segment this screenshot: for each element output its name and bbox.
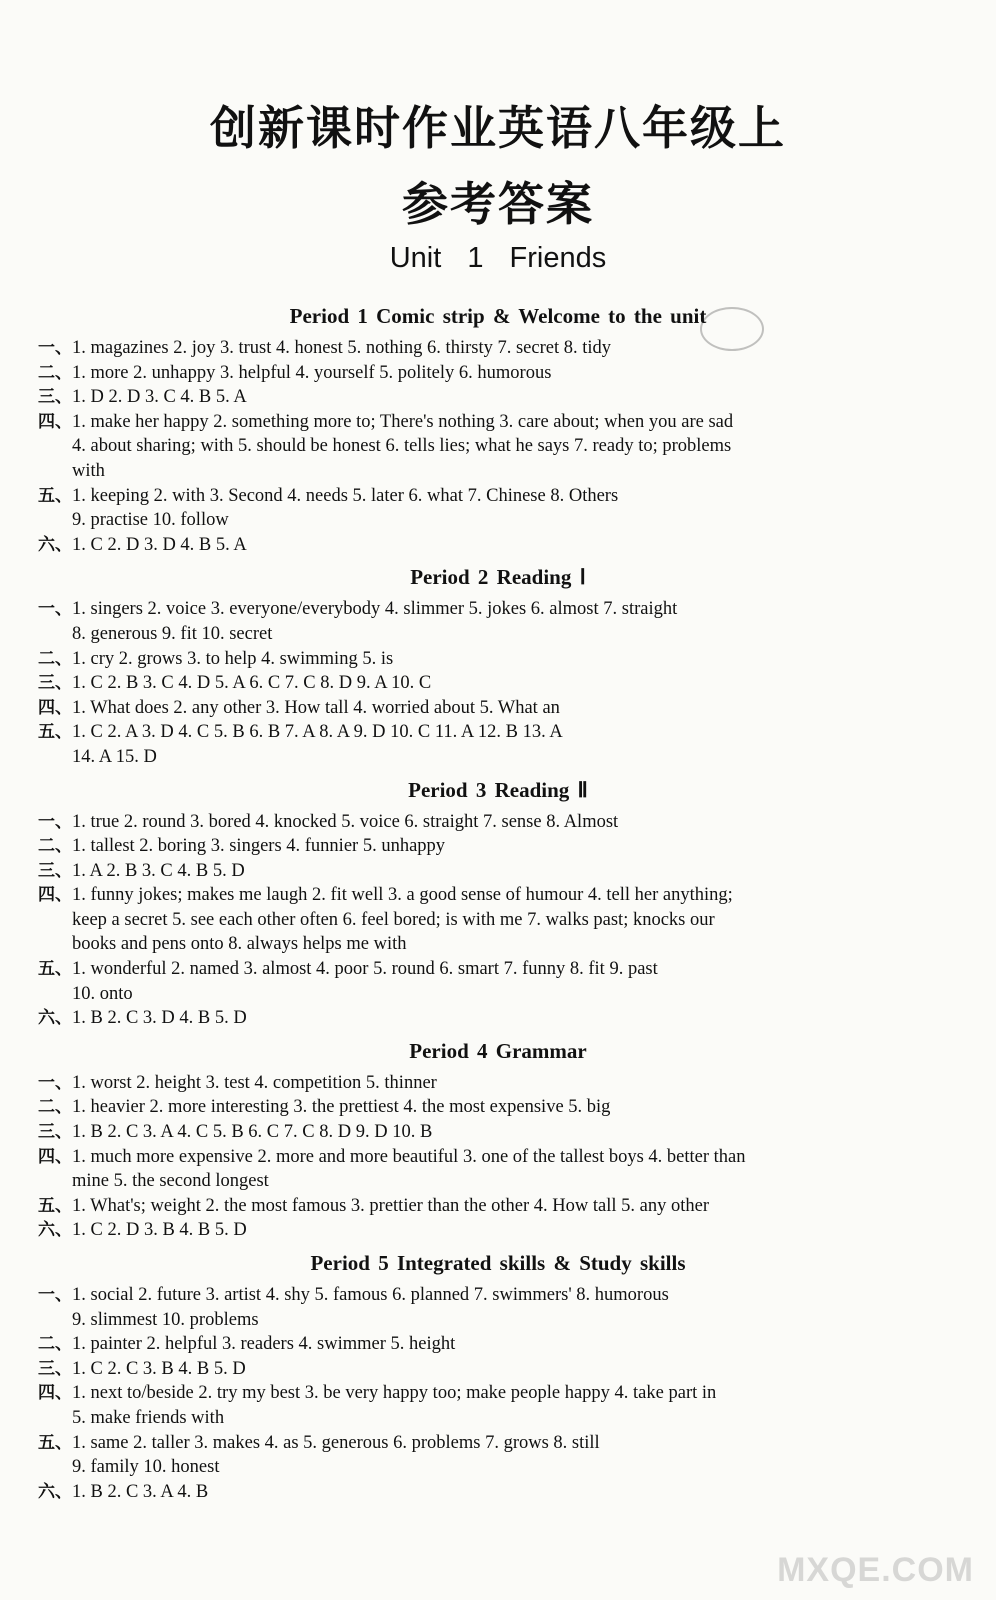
- answer-line: [38, 1145, 958, 1170]
- answer-text: 14. A 15. D: [72, 746, 157, 767]
- answer-line: [38, 1431, 958, 1456]
- section-marker: 五、: [38, 1432, 72, 1453]
- answer-text: 1. singers 2. voice 3. everyone/everybody 4. slimmer 5. jokes 6. almost 7. straight: [72, 599, 678, 620]
- answer-text: 1. painter 2. helpful 3. readers 4. swimmer 5. height: [72, 1334, 456, 1355]
- section-marker: 一、: [38, 338, 72, 358]
- section-marker: 一、: [38, 811, 72, 832]
- answer-text: 1. much more expensive 2. more and more beautiful 3. one of the tallest boys 4. better than: [72, 1146, 746, 1167]
- unit-title: Unit 1 Friends: [389, 242, 607, 274]
- answer-line: [38, 1095, 958, 1120]
- section-marker: 二、: [38, 362, 72, 383]
- answer-text: 1. C 2. D 3. B 4. B 5. D: [72, 1220, 247, 1241]
- answer-line: [38, 859, 958, 884]
- answer-text: 1. same 2. taller 3. makes 4. as 5. generous 6. problems 7. grows 8. still: [72, 1432, 600, 1453]
- answer-text: 4. about sharing; with 5. should be honest 6. tells lies; what he says 7. ready to; problems: [72, 436, 732, 457]
- answer-text: 1. next to/beside 2. try my best 3. be very happy too; make people happy 4. take part in: [72, 1383, 717, 1404]
- answer-text: 1. A 2. B 3. C 4. B 5. D: [72, 860, 245, 881]
- answer-line: [38, 834, 958, 859]
- answer-text: 8. generous 9. fit 10. secret: [72, 623, 273, 644]
- section-marker: 四、: [38, 411, 72, 432]
- answer-text: 1. true 2. round 3. bored 4. knocked 5. voice 6. straight 7. sense 8. Almost: [72, 811, 619, 832]
- answer-text: keep a secret 5. see each other often 6. feel bored; is with me 7. walks past; knocks our: [72, 909, 715, 930]
- period-title: Period 1 Comic strip & Welcome to the unit: [289, 304, 707, 328]
- answer-text: 1. B 2. C 3. A 4. B: [72, 1481, 209, 1502]
- answer-text: 1. B 2. C 3. A 4. C 5. B 6. C 7. C 8. D 9. D 10. B: [72, 1122, 433, 1143]
- period-title: Period 5 Integrated skills & Study skills: [310, 1251, 686, 1275]
- answer-text: mine 5. the second longest: [72, 1171, 269, 1192]
- section-marker: 六、: [38, 1220, 72, 1241]
- answer-line: [38, 1406, 958, 1431]
- answer-line: [38, 671, 958, 696]
- answer-text: 1. heavier 2. more interesting 3. the prettiest 4. the most expensive 5. big: [72, 1097, 611, 1118]
- answer-line: [38, 508, 958, 533]
- section-marker: 五、: [38, 959, 72, 980]
- section-marker: 四、: [38, 1383, 72, 1404]
- answer-line: [38, 385, 958, 410]
- answer-line: [38, 597, 958, 622]
- answer-text: 1. C 2. B 3. C 4. D 5. A 6. C 7. C 8. D 9. A 10. C: [72, 673, 432, 694]
- answer-line: [38, 336, 958, 361]
- main-title: 创新课时作业英语八年级上: [210, 101, 786, 155]
- answer-text: 1. What does 2. any other 3. How tall 4. worried about 5. What an: [72, 697, 560, 718]
- section-marker: 三、: [38, 673, 72, 694]
- section-marker: 五、: [38, 722, 72, 743]
- answer-text: 10. onto: [72, 983, 133, 1004]
- answer-line: [38, 696, 958, 721]
- answer-line: [38, 1332, 958, 1357]
- answer-text: 1. keeping 2. with 3. Second 4. needs 5. later 6. what 7. Chinese 8. Others: [72, 485, 619, 506]
- answer-line: [38, 410, 958, 435]
- section-marker: 二、: [38, 1334, 72, 1355]
- answer-text: 1. tallest 2. boring 3. singers 4. funnier 5. unhappy: [72, 836, 446, 857]
- answer-line: [38, 908, 958, 933]
- answer-text: 1. wonderful 2. named 3. almost 4. poor 5. round 6. smart 7. funny 8. fit 9. past: [72, 959, 658, 980]
- section-marker: 二、: [38, 1097, 72, 1118]
- section-marker: 四、: [38, 1146, 72, 1167]
- answer-content: [38, 296, 958, 1504]
- answer-text: 1. cry 2. grows 3. to help 4. swimming 5. is: [72, 648, 394, 669]
- answer-line: [38, 459, 958, 484]
- answer-line: [38, 434, 958, 459]
- answer-line: [38, 1357, 958, 1382]
- answer-text: 1. funny jokes; makes me laugh 2. fit well 3. a good sense of humour 4. tell her anything;: [72, 885, 733, 906]
- answer-line: [38, 1480, 958, 1505]
- answer-text: 9. slimmest 10. problems: [72, 1309, 259, 1330]
- answer-text: 1. magazines 2. joy 3. trust 4. honest 5. nothing 6. thirsty 7. secret 8. tidy: [72, 338, 612, 358]
- section-marker: 三、: [38, 387, 72, 408]
- section-marker: 四、: [38, 697, 72, 718]
- answer-text: 1. worst 2. height 3. test 4. competition 5. thinner: [72, 1072, 437, 1093]
- answer-text: 1. make her happy 2. something more to; There's nothing 3. care about; when you are sad: [72, 411, 734, 432]
- answer-line: [38, 1455, 958, 1480]
- answer-line: [38, 1006, 958, 1031]
- answer-text: 1. social 2. future 3. artist 4. shy 5. famous 6. planned 7. swimmers' 8. humorous: [72, 1285, 669, 1305]
- answer-line: [38, 1071, 958, 1096]
- answer-line: [38, 1169, 958, 1194]
- section-marker: 二、: [38, 648, 72, 669]
- answer-line: [38, 1218, 958, 1243]
- answer-line: [38, 957, 958, 982]
- section-marker: 四、: [38, 885, 72, 906]
- section-marker: 五、: [38, 1195, 72, 1216]
- answer-text: 1. B 2. C 3. D 4. B 5. D: [72, 1008, 247, 1029]
- answer-text: 1. C 2. C 3. B 4. B 5. D: [72, 1358, 246, 1379]
- answer-line: [38, 932, 958, 957]
- period-title: Period 4 Grammar: [409, 1038, 587, 1063]
- answer-text: 1. C 2. A 3. D 4. C 5. B 6. B 7. A 8. A 9. D 10. C 11. A 12. B 13. A: [72, 722, 563, 743]
- section-marker: 五、: [38, 485, 72, 506]
- answer-text: 1. What's; weight 2. the most famous 3. prettier than the other 4. How tall 5. any other: [72, 1195, 709, 1216]
- answer-text: 1. more 2. unhappy 3. helpful 4. yourself 5. politely 6. humorous: [72, 362, 552, 383]
- answer-line: [38, 810, 958, 835]
- answer-line: [38, 883, 958, 908]
- answer-line: [38, 1120, 958, 1145]
- sub-title: 参考答案: [402, 177, 594, 231]
- answer-line: [38, 484, 958, 509]
- section-marker: 三、: [38, 1122, 72, 1143]
- answer-line: [38, 1283, 958, 1308]
- answer-line: [38, 533, 958, 558]
- answer-text: books and pens onto 8. always helps me with: [72, 934, 407, 955]
- answer-text: 9. family 10. honest: [72, 1457, 220, 1478]
- section-marker: 一、: [38, 599, 72, 620]
- answer-text: 5. make friends with: [72, 1407, 225, 1428]
- answer-line: [38, 361, 958, 386]
- answer-text: with: [72, 460, 105, 481]
- answer-line: [38, 982, 958, 1007]
- answer-text: 1. C 2. D 3. D 4. B 5. A: [72, 534, 247, 555]
- section-marker: 六、: [38, 1008, 72, 1029]
- section-marker: 三、: [38, 1358, 72, 1379]
- answer-line: [38, 720, 958, 745]
- answer-line: [38, 1381, 958, 1406]
- answer-line: [38, 647, 958, 672]
- section-marker: 六、: [38, 534, 72, 555]
- answer-line: [38, 1194, 958, 1219]
- period-title: Period 3 Reading Ⅱ: [408, 777, 588, 802]
- answer-text: 1. D 2. D 3. C 4. B 5. A: [72, 387, 247, 408]
- answer-line: [38, 622, 958, 647]
- section-marker: 六、: [38, 1481, 72, 1502]
- section-marker: 一、: [38, 1072, 72, 1093]
- section-marker: 三、: [38, 860, 72, 881]
- answer-text: 9. practise 10. follow: [72, 510, 229, 531]
- period-title: Period 2 Reading Ⅰ: [410, 565, 586, 590]
- answer-line: [38, 1308, 958, 1333]
- section-marker: 一、: [38, 1285, 72, 1305]
- section-marker: 二、: [38, 836, 72, 857]
- site-watermark: MXQE.COM: [777, 1551, 974, 1589]
- answer-line: [38, 745, 958, 770]
